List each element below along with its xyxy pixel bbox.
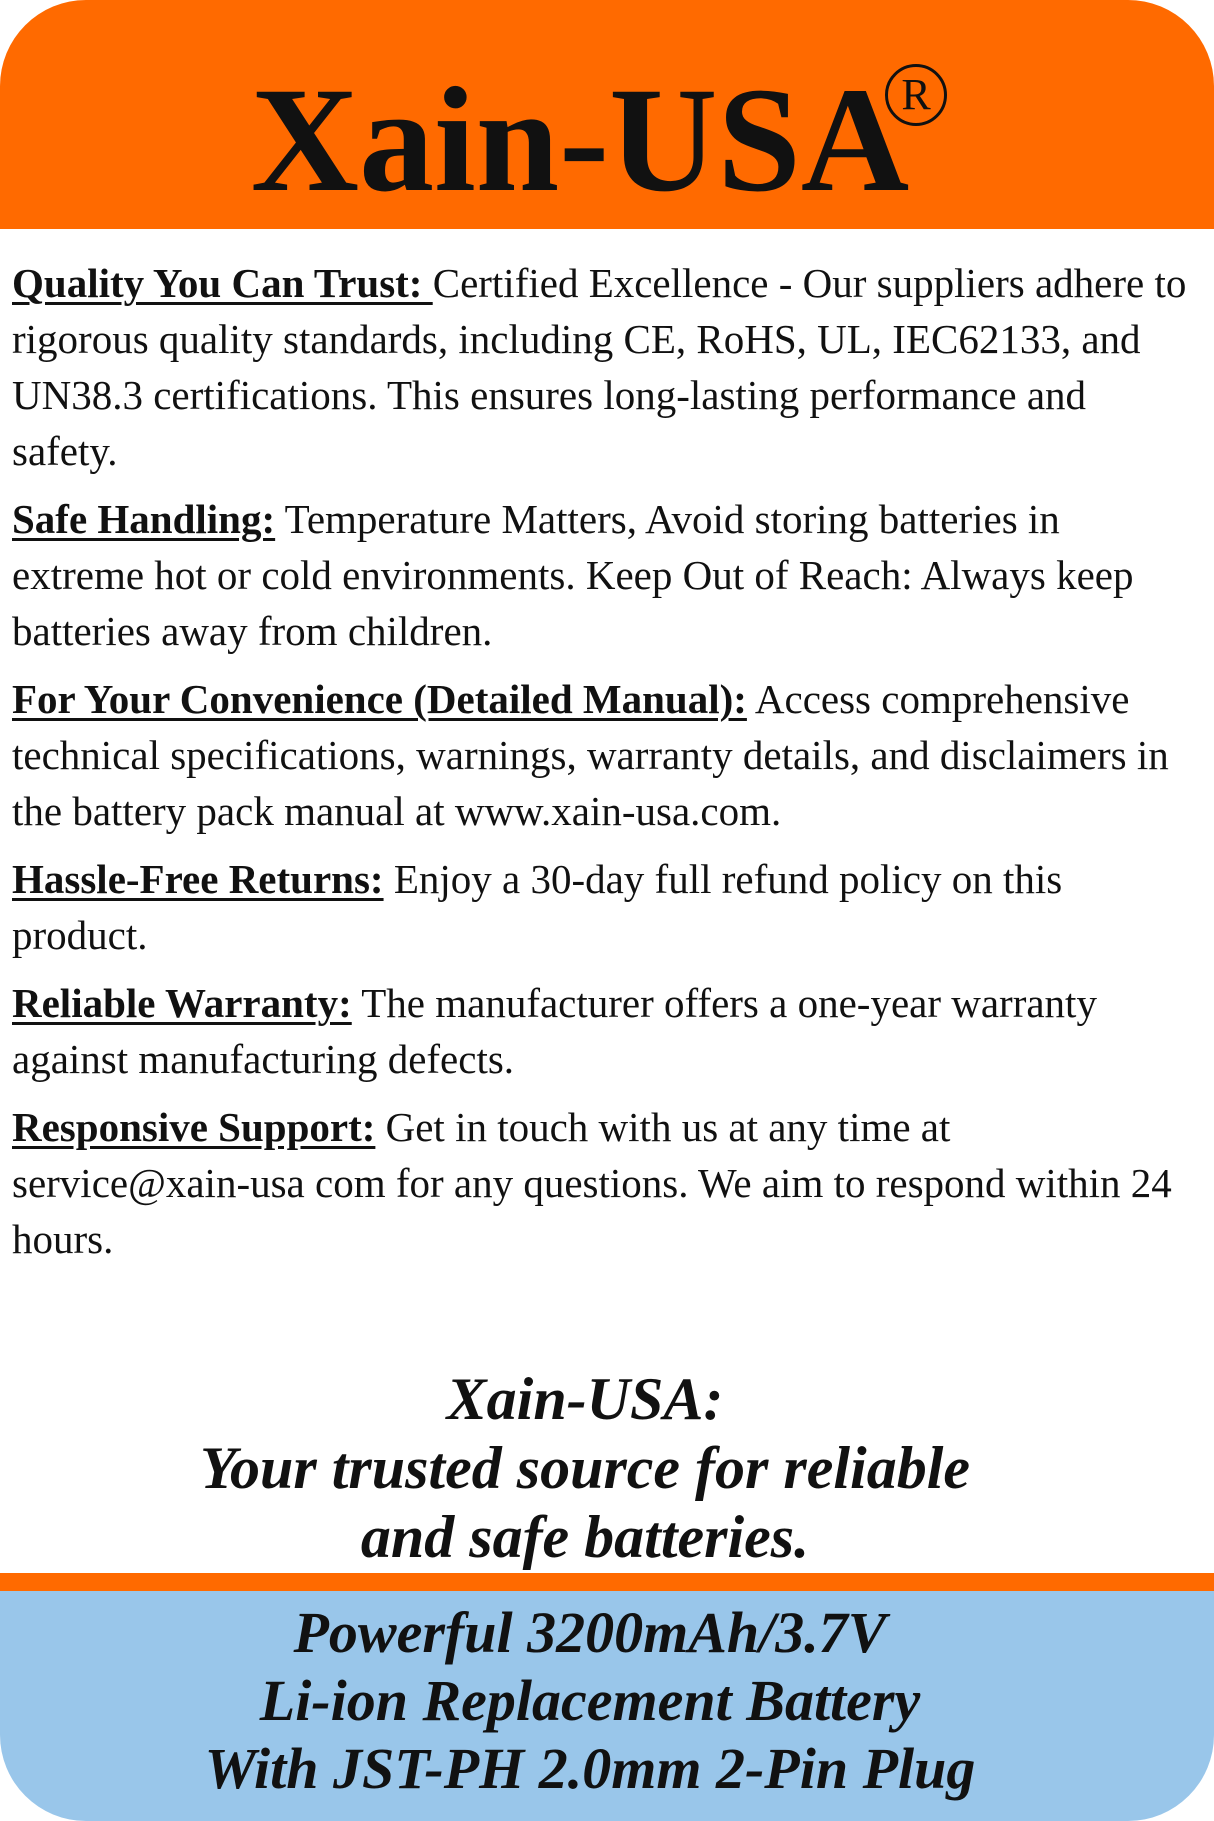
section-label: Responsive Support: <box>12 1104 376 1150</box>
product-description <box>0 1599 1180 1803</box>
footer-line-1: Powerful 3200mAh/3.7V <box>293 1600 887 1665</box>
section-warranty <box>12 975 1192 1087</box>
section-text: Temperature Matters, Avoid storing batteries in extreme hot or cold environments. Keep Out of Reach: Always keep batteries away from children. <box>12 496 1134 654</box>
section-text: Get in touch with us at any time at service@xain-usa com for any questions. We aim to respond within 24 hours. <box>12 1104 1172 1262</box>
section-text: Certified Excellence - Our suppliers adhere to rigorous quality standards, including CE, RoHS, UL, IEC62133, and UN38.3 certifications. This ensures long-lasting performance and safety. <box>12 260 1187 474</box>
tagline-line-1: Xain-USA: <box>446 1366 724 1432</box>
section-label: Reliable Warranty: <box>12 980 352 1026</box>
section-safe-handling <box>12 491 1192 659</box>
section-label: For Your Convenience (Detailed Manual): <box>12 676 747 722</box>
section-text: Access comprehensive technical specifications, warnings, warranty details, and disclaimers in the battery pack manual at www.xain-usa.com. <box>12 676 1169 834</box>
section-label: Safe Handling: <box>12 496 276 542</box>
section-support <box>12 1099 1192 1267</box>
section-returns <box>12 851 1192 963</box>
footer-line-2: Li-ion Replacement Battery <box>259 1668 921 1733</box>
registered-trademark-icon: R <box>885 64 947 126</box>
brand-title: Xain-USA <box>250 57 910 223</box>
section-quality <box>12 255 1192 479</box>
section-label: Hassle-Free Returns: <box>12 856 384 902</box>
section-text: The manufacturer offers a one-year warranty against manufacturing defects. <box>12 980 1097 1082</box>
section-manual <box>12 671 1192 839</box>
footer-line-3: With JST-PH 2.0mm 2-Pin Plug <box>204 1736 976 1801</box>
brand-header <box>0 0 1214 229</box>
tagline-line-2: Your trusted source for reliable <box>199 1435 971 1501</box>
orange-divider <box>0 1573 1214 1591</box>
tagline-line-3: and safe batteries. <box>360 1504 810 1570</box>
section-label: Quality You Can Trust: <box>12 260 433 306</box>
info-sections <box>12 255 1192 1279</box>
section-text: Enjoy a 30-day full refund policy on this product. <box>12 856 1063 958</box>
tagline <box>0 1365 1170 1572</box>
product-footer <box>0 1591 1214 1821</box>
